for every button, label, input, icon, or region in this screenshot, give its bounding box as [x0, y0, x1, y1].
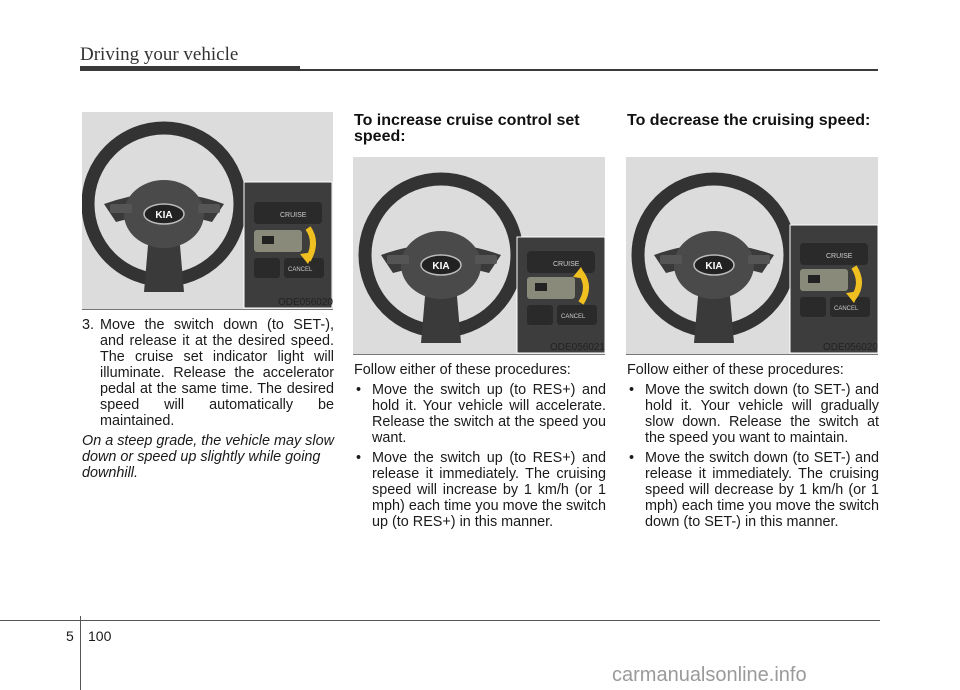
list-item	[354, 450, 606, 530]
cancel-label: CANCEL	[561, 314, 586, 320]
cancel-label: CANCEL	[834, 306, 859, 312]
figure-2-code: ODE056021	[549, 342, 605, 353]
kia-logo: KIA	[432, 261, 450, 272]
increase-speed-heading: To increase cruise control set speed:	[354, 112, 580, 145]
steering-wheel-image	[82, 112, 333, 309]
figure-3-code: ODE056020	[822, 342, 878, 353]
cancel-label: CANCEL	[288, 267, 313, 273]
footer-divider	[80, 616, 81, 690]
left-column	[82, 317, 334, 481]
cruise-label: CRUISE	[553, 261, 580, 268]
note-text: On a steep grade, the vehicle may slow down or speed up slightly while going downhill.	[82, 433, 334, 481]
bullet-text: Move the switch up (to RES+) and hold it. Your vehicle will accelerate. Release the switch at the speed you want.	[372, 382, 606, 446]
steering-wheel-figure-3	[626, 157, 878, 354]
kia-logo: KIA	[705, 261, 723, 272]
bullet-dot: •	[629, 450, 635, 466]
cruise-label: CRUISE	[280, 212, 307, 219]
cruise-label: CRUISE	[826, 253, 853, 260]
section-number: 5	[66, 628, 74, 644]
step-number: 3.	[82, 317, 95, 333]
list-item	[627, 382, 879, 446]
list-item	[627, 450, 879, 530]
right-column	[627, 362, 879, 534]
middle-intro: Follow either of these procedures:	[354, 362, 571, 378]
watermark: carmanualsonline.info	[612, 664, 807, 686]
step-3	[82, 317, 334, 429]
steering-wheel-image	[353, 157, 605, 354]
decrease-speed-heading: To decrease the cruising speed:	[627, 112, 871, 129]
bullet-text: Move the switch down (to SET-) and release it immediately. The cruising speed will decrease by 1 km/h (or 1 mph) each time you move the switch down (to SET-) in this manner.	[645, 450, 879, 530]
kia-logo: KIA	[155, 210, 173, 221]
bullet-text: Move the switch down (to SET-) and hold it. Your vehicle will gradually slow down. Release the switch at the speed you want to maintain.	[645, 382, 879, 446]
steering-wheel-figure-2	[353, 157, 605, 354]
page-number: 100	[88, 628, 112, 644]
page-header-title: Driving your vehicle	[80, 44, 239, 65]
figure-1-rule	[82, 309, 333, 310]
bullet-dot: •	[356, 450, 362, 466]
figure-1-code: ODE056020	[277, 297, 333, 308]
steering-wheel-figure-1	[82, 112, 333, 309]
step-text: Move the switch down (to SET-), and release it at the desired speed. The cruise set indicator light will illuminate. Release the accelerator pedal at the same time. The desired speed will automatically be maintained.	[100, 317, 334, 429]
steering-wheel-image	[626, 157, 878, 354]
right-intro: Follow either of these procedures:	[627, 362, 844, 378]
header-bar	[80, 66, 300, 71]
figure-2-rule	[353, 354, 605, 355]
bullet-dot: •	[356, 382, 362, 398]
bullet-dot: •	[629, 382, 635, 398]
list-item	[354, 382, 606, 446]
middle-column	[354, 362, 606, 534]
bullet-text: Move the switch up (to RES+) and release it immediately. The cruising speed will increase by 1 km/h (or 1 mph) each time you move the switch up (to RES+) in this manner.	[372, 450, 606, 530]
footer-rule	[0, 620, 880, 621]
figure-3-rule	[626, 354, 878, 355]
header-rule	[300, 69, 878, 71]
